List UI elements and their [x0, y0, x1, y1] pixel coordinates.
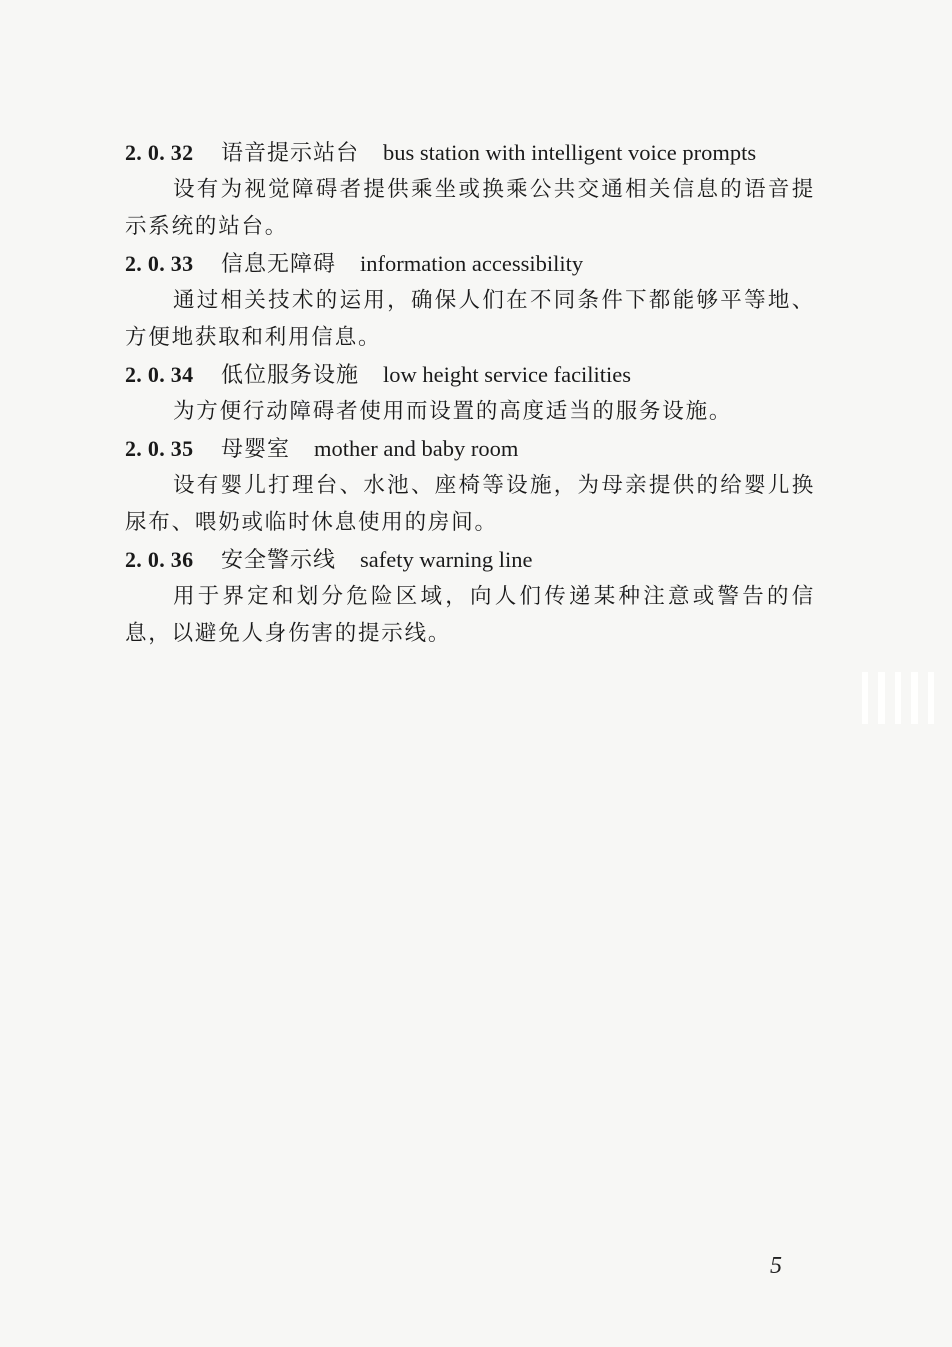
term-2-0-32	[125, 134, 815, 245]
term-number: 2. 0. 34	[125, 362, 194, 387]
term-definition: 通过相关技术的运用，确保人们在不同条件下都能够平等地、方便地获取和利用信息。	[125, 288, 815, 350]
term-2-0-35	[125, 430, 815, 541]
term-definition: 用于界定和划分危险区域，向人们传递某种注意或警告的信息，以避免人身伤害的提示线。	[125, 584, 815, 646]
edge-stripe	[895, 672, 901, 724]
term-chinese: 信息无障碍	[221, 252, 337, 277]
term-heading	[125, 430, 815, 467]
term-english: low height service facilities	[383, 362, 632, 387]
term-heading	[125, 134, 815, 171]
term-2-0-34	[125, 356, 815, 430]
edge-stripe	[928, 672, 934, 724]
term-english: safety warning line	[360, 547, 533, 572]
term-2-0-33	[125, 245, 815, 356]
term-chinese: 语音提示站台	[221, 141, 360, 166]
term-definition: 设有婴儿打理台、水池、座椅等设施，为母亲提供的给婴儿换尿布、喂奶或临时休息使用的房间。	[125, 473, 815, 535]
term-chinese: 安全警示线	[221, 548, 337, 573]
edge-stripe	[878, 672, 884, 724]
terms-section	[125, 134, 815, 652]
page-number: 5	[770, 1253, 782, 1279]
term-english: bus station with intelligent voice prompts	[383, 140, 757, 165]
term-english: information accessibility	[360, 251, 584, 276]
term-heading	[125, 245, 815, 282]
term-2-0-36	[125, 541, 815, 652]
term-heading	[125, 541, 815, 578]
scan-edge-mark	[862, 672, 934, 724]
term-definition: 为方便行动障碍者使用而设置的高度适当的服务设施。	[173, 399, 733, 424]
term-chinese: 低位服务设施	[221, 363, 360, 388]
term-number: 2. 0. 36	[125, 547, 194, 572]
term-number: 2. 0. 35	[125, 436, 194, 461]
term-chinese: 母婴室	[221, 437, 291, 462]
term-english: mother and baby room	[314, 436, 519, 461]
term-heading	[125, 356, 815, 393]
term-number: 2. 0. 32	[125, 140, 194, 165]
edge-stripe	[862, 672, 868, 724]
term-definition: 设有为视觉障碍者提供乘坐或换乘公共交通相关信息的语音提示系统的站台。	[125, 177, 815, 239]
edge-stripe	[911, 672, 917, 724]
term-number: 2. 0. 33	[125, 251, 194, 276]
